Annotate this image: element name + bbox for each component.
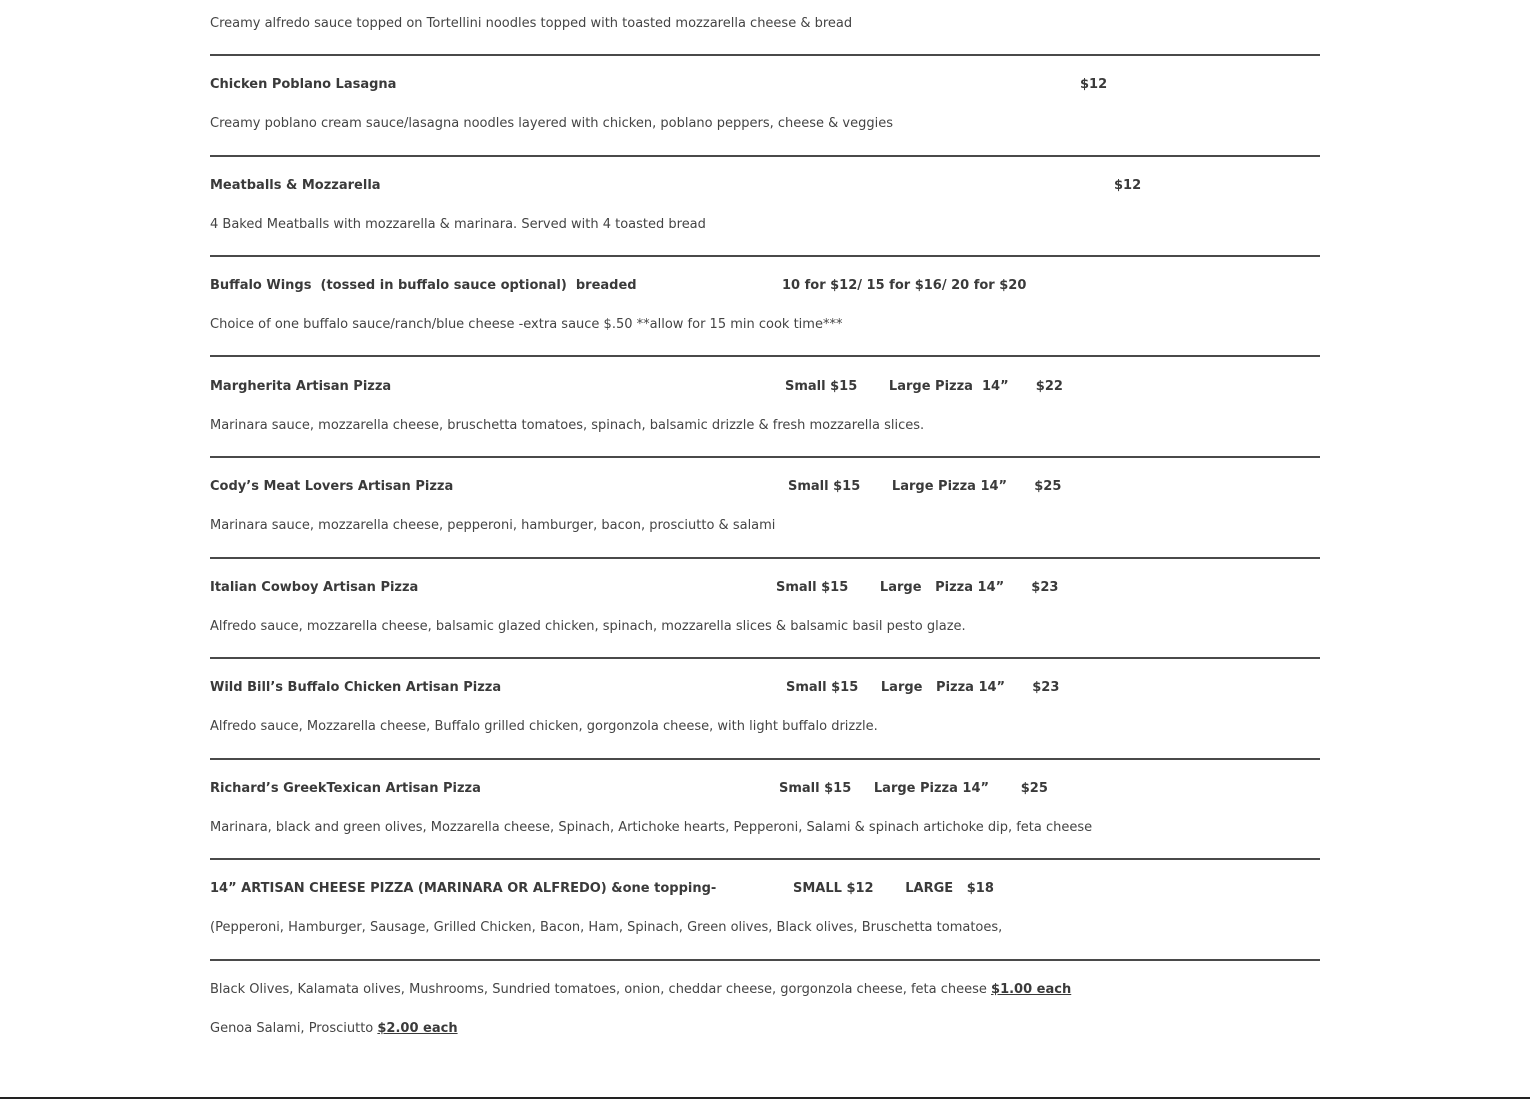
divider xyxy=(210,657,1320,659)
divider xyxy=(210,959,1320,961)
item-description: Marinara sauce, mozzarella cheese, bruschetta tomatoes, spinach, balsamic drizzle & fresh mozzarella slices. xyxy=(210,418,925,433)
item-description: Marinara sauce, mozzarella cheese, pepperoni, hamburger, bacon, prosciutto & salami xyxy=(210,518,776,533)
divider xyxy=(210,54,1320,56)
premium-toppings-line xyxy=(210,1021,458,1037)
divider xyxy=(210,355,1320,357)
divider xyxy=(210,858,1320,860)
premium-toppings-price: $2.00 each xyxy=(377,1021,458,1036)
item-price: $12 xyxy=(1080,77,1108,92)
item-price: Small $15 Large Pizza 14” $22 xyxy=(785,379,1063,394)
item-description: Choice of one buffalo sauce/ranch/blue cheese -extra sauce $.50 **allow for 15 min cook time*** xyxy=(210,317,843,332)
item-name: Richard’s GreekTexican Artisan Pizza xyxy=(210,781,481,796)
extra-toppings-price: $1.00 each xyxy=(991,982,1072,997)
item-name: Chicken Poblano Lasagna xyxy=(210,77,397,92)
item-description: (Pepperoni, Hamburger, Sausage, Grilled Chicken, Bacon, Ham, Spinach, Green olives, Black olives, Bruschetta tomatoes, xyxy=(210,920,1003,935)
extra-toppings-line xyxy=(210,982,1071,998)
item-price: Small $15 Large Pizza 14” $25 xyxy=(779,781,1048,796)
divider xyxy=(210,758,1320,760)
item-name: Cody’s Meat Lovers Artisan Pizza xyxy=(210,479,454,494)
item-description: Alfredo sauce, mozzarella cheese, balsamic glazed chicken, spinach, mozzarella slices & balsamic basil pesto glaze. xyxy=(210,619,966,634)
item-description: Creamy alfredo sauce topped on Tortellini noodles topped with toasted mozzarella cheese & bread xyxy=(210,16,853,31)
divider xyxy=(210,557,1320,559)
item-name: Italian Cowboy Artisan Pizza xyxy=(210,580,419,595)
item-name: Margherita Artisan Pizza xyxy=(210,379,392,394)
item-name: 14” ARTISAN CHEESE PIZZA (MARINARA OR ALFREDO) &one topping- xyxy=(210,881,717,896)
item-name: Meatballs & Mozzarella xyxy=(210,178,381,193)
extra-toppings-list: Black Olives, Kalamata olives, Mushrooms, Sundried tomatoes, onion, cheddar cheese, gorgonzola cheese, feta cheese xyxy=(210,982,992,997)
item-price: Small $15 Large Pizza 14” $23 xyxy=(786,680,1060,695)
item-description: Creamy poblano cream sauce/lasagna noodles layered with chicken, poblano peppers, cheese & veggies xyxy=(210,116,894,131)
item-description: Marinara, black and green olives, Mozzarella cheese, Spinach, Artichoke hearts, Pepperoni, Salami & spinach artichoke dip, feta cheese xyxy=(210,820,1093,835)
divider xyxy=(210,456,1320,458)
item-price: Small $15 Large Pizza 14” $25 xyxy=(788,479,1062,494)
divider xyxy=(210,155,1320,157)
item-price: 10 for $12/ 15 for $16/ 20 for $20 xyxy=(782,278,1027,293)
premium-toppings-list: Genoa Salami, Prosciutto xyxy=(210,1021,378,1036)
item-price: $12 xyxy=(1114,178,1142,193)
item-description: Alfredo sauce, Mozzarella cheese, Buffalo grilled chicken, gorgonzola cheese, with light buffalo drizzle. xyxy=(210,719,878,734)
divider xyxy=(210,255,1320,257)
item-name: Buffalo Wings (tossed in buffalo sauce optional) breaded xyxy=(210,278,637,293)
item-name: Wild Bill’s Buffalo Chicken Artisan Pizza xyxy=(210,680,502,695)
item-price: SMALL $12 LARGE $18 xyxy=(793,881,994,896)
item-price: Small $15 Large Pizza 14” $23 xyxy=(776,580,1059,595)
item-description: 4 Baked Meatballs with mozzarella & marinara. Served with 4 toasted bread xyxy=(210,217,706,232)
